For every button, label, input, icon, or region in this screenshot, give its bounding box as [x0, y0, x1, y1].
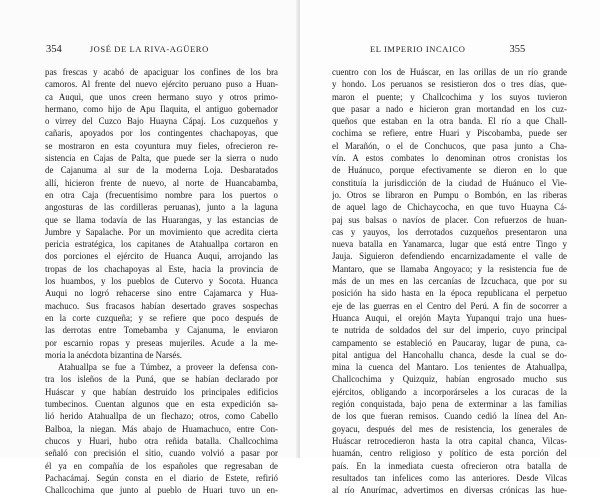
text-line: más de un mes en las cercanías de Izcuchaca, que por su — [332, 276, 567, 287]
text-line: jo. Otros se libraron en Pumpu o Bombón, en las riberas — [332, 189, 567, 200]
text-line: ca Auqui, que unos creen hermano suyo y otros primo- — [45, 91, 278, 102]
text-line: tra los isleños de la Puná, que se habían declarado por — [45, 374, 278, 385]
right-running-title: EL IMPERIO INCAICO — [370, 44, 466, 54]
text-line: machuco. Sus fracasos habían desertado graves sospechas — [45, 300, 278, 311]
text-line: campamento se estableció en Paucaray, lugar de puna, ca- — [332, 337, 567, 348]
text-line: Auqui no logró rehacerse sino entre Cajamarca y Hua- — [45, 288, 278, 299]
text-line: por escarnio ropas y preseas mujeriles. Acude a la me- — [45, 337, 278, 348]
text-line: pital antigua del Hancohallu chanca, desde la cual se do- — [332, 349, 567, 360]
text-line: se mostraron en esta coyuntura muy fieles, ofrecieron re- — [45, 140, 278, 151]
left-running-title: JOSÉ DE LA RIVA-AGÜERO — [89, 44, 209, 54]
text-line: te nutrida de soldados del sur del imperio, cuyo principal — [332, 325, 567, 336]
text-line: el Marañón, o el de Conchucos, que pasa junto a Cha- — [332, 140, 567, 151]
left-body-text — [45, 66, 278, 496]
text-line: tumbecinos. Cuentan algunos que en esta expedición sa- — [45, 399, 278, 410]
text-line: paj sus balsas o navíos de placer. Con refuerzos de huan- — [332, 214, 567, 225]
text-line: sistencia en Cajas de Palta, que puede ser la sierra o nudo — [45, 153, 278, 164]
text-line: de Cajanuma al sur de la moderna Loja. Desbaratados — [45, 165, 278, 176]
text-line: allí, hicieron frente de nuevo, al norte de Huancabamba, — [45, 177, 278, 188]
text-line: o virrey del Cuzco Bajo Huayna Cápaj. Los cuzqueños y — [45, 116, 278, 127]
text-line: resultados tan infelices como las anteriores. Desde Vilcas — [332, 472, 567, 483]
text-line: nueva batalla en Yanamarca, lugar que está entre Tingo y — [332, 239, 567, 250]
text-line: Challcochima y Quizquiz, habían engrosado mucho sus — [332, 374, 567, 385]
text-line: Atahuallpa se fue a Túmbez, a proveer la defensa con- — [58, 362, 278, 373]
text-line: chucos y Huari, hubo otra reñida batalla. Challcochima — [45, 435, 278, 446]
text-line: en otra Caja (frecuentísimo nombre para los puertos o — [45, 189, 278, 200]
text-line: que pasar a nado e hicieron gran mortandad en los cuz- — [332, 103, 567, 114]
text-line: cañaris, apoyados por los contingentes chachapoyas, que — [45, 128, 278, 139]
text-line: moria la anécdota bizantina de Narsés. — [45, 349, 183, 360]
text-line: al río Anurímac, advertimos en diversas crónicas las hue- — [332, 485, 567, 496]
text-line: de Huánuco, porque efectivamente se dieron en lo que — [332, 165, 567, 176]
text-line: maron el puente; y Challcochima y los suyos tuvieron — [332, 91, 567, 102]
text-line: eje de las guerras en el Centro del Perú. A fin de socorrer a — [332, 300, 567, 311]
left-page-number: 354 — [46, 44, 62, 55]
text-line: Challcochima que junto al pueblo de Huari tuvo un en- — [45, 485, 278, 496]
text-line: lió herido Atahuallpa de un flechazo; otros, como Cabello — [45, 411, 278, 422]
text-line: angosturas de las cordilleras peruanas), junto a la laguna — [45, 202, 278, 213]
right-page-number: 355 — [509, 44, 526, 55]
text-line: tropas de los chachapoyas al Este, hacia la provincia de — [45, 263, 278, 274]
text-line: él ya en compañía de los españoles que regresaban de — [45, 460, 278, 471]
text-line: región conquistada, bajo pena de exterminar a las familias — [332, 399, 567, 410]
text-line: pericia estratégica, los capitanes de Atahuallpa cortaron en — [45, 239, 278, 250]
text-line: de aquel lago de Chichaycocha, en que tuvo Huayna Cá- — [332, 202, 567, 213]
text-line: goyacu, después del mes de resistencia, los generales de — [332, 423, 567, 434]
text-line: en la corte cuzqueña; y se refiere que poco después de — [45, 312, 278, 323]
text-line: Huáscar retrocedieron hasta la otra capital chanca, Vilcas- — [332, 435, 567, 446]
text-line: cuentro con los de Huáscar, en las orillas de un río grande — [332, 67, 567, 77]
text-line: Pachacámaj. Según consta en el diario de Estete, refirió — [45, 472, 278, 483]
text-line: pas frescas y acabó de apaciguar los confines de los bra — [45, 67, 278, 77]
text-line: Balboa, la niegan. Más abajo de Huamachuco, entre Con- — [45, 423, 278, 434]
text-line: constituía la jurisdicción de la ciudad de Huánuco el Vie- — [332, 177, 567, 188]
text-line: país. En la inmediata cuesta ofrecieron otra batalla de — [332, 460, 567, 471]
left-running-head — [46, 44, 209, 55]
right-page — [300, 0, 600, 496]
text-line: hermano, como hijo de Apu Ilaquita, el antiguo gobernador — [45, 103, 278, 114]
text-line: señaló con precisión el sitio, cuando volvió a pasar por — [45, 448, 278, 459]
text-line: de los que fueran remisos. Cuando cedió la línea del An- — [332, 411, 567, 422]
text-line: las derrotas entre Tomebamba y Cajanuma, le enviaron — [45, 325, 278, 336]
text-line: camoros. Al frente del nuevo ejército peruano puso a Huan- — [45, 79, 278, 90]
right-body-text — [332, 66, 567, 496]
text-line: cas y yauyos, los derrotados cuzqueños presentaron una — [332, 226, 567, 237]
text-line: Huanca Auqui, el orejón Mayta Yupanqui trajo una hues- — [332, 312, 567, 323]
text-line: queños que estaban en la otra banda. El río a que Chall- — [332, 116, 567, 127]
text-line: cochima se refiere, entre Huari y Piscobamba, puede ser — [332, 128, 567, 139]
text-line: Jauja. Siguieron defendiendo encarnizadamente el valle de — [332, 251, 567, 262]
text-line: que se llama todavía de las Huarangas, y las estancias de — [45, 214, 278, 225]
text-line: posición ha sido hasta en la época republicana el perpetuo — [332, 288, 567, 299]
text-line: huamán, centro religioso y político de esta porción del — [332, 448, 567, 459]
text-line: dos porciones el ejército de Huanca Auqui, arrojando las — [45, 251, 278, 262]
text-line: Mantaro, que se llamaba Angoyaco; y la resistencia fue de — [332, 263, 567, 274]
text-line: y hondo. Los peruanos se resistieron dos o tres días, que- — [332, 79, 567, 90]
text-line: ejércitos, obligando a incorporárseles a los curacas de la — [332, 386, 567, 397]
text-line: los huambos, y los pueblos de Cutervo y Socota. Huanca — [45, 276, 278, 287]
text-line: mina la cuenca del Mantaro. Los tenientes de Atahuallpa, — [332, 362, 567, 373]
text-line: vín. A estos combates lo denominan otros cronistas los — [332, 153, 567, 164]
text-line: Huáscar y que habían destruido los principales edificios — [45, 386, 278, 397]
right-running-head — [370, 44, 525, 55]
text-line: Jumbre y Sapalache. Por un movimiento que acredita cierta — [45, 226, 278, 237]
